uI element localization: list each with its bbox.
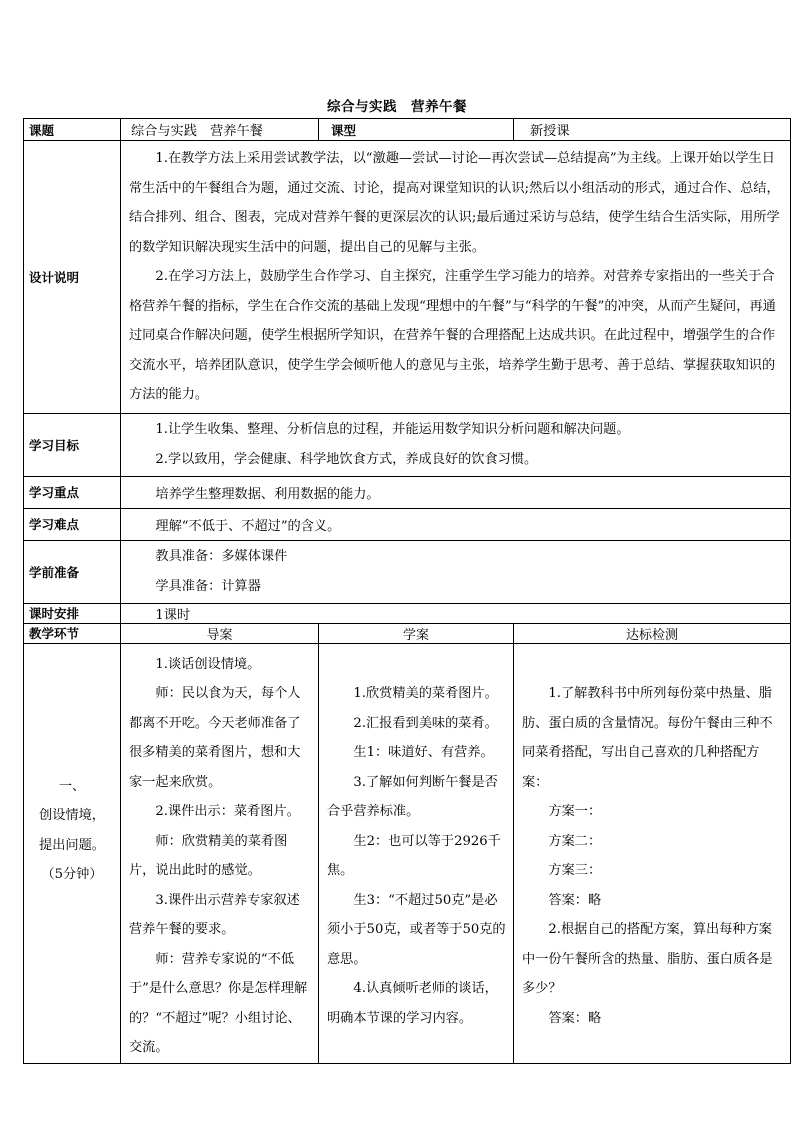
study-cell [319,643,514,1063]
stage-name-2: 提出问题。 [39,837,105,853]
guide-cell [121,643,319,1063]
check-item: 方案一： [548,804,602,819]
schedule-row [24,603,791,623]
column-header-row [24,623,791,643]
column-study: 学案 [319,623,514,643]
prep-row [24,540,791,603]
topic-label: 课题 [24,119,121,141]
document-title: 综合与实践 营养午餐 [327,99,467,115]
teacher-prep: 教具准备：多媒体课件 [155,549,288,564]
goals-content [121,413,791,476]
key-row [24,476,791,508]
goals-label: 学习目标 [24,413,121,476]
difficulty-label: 学习难点 [24,508,121,540]
study-item: 1.欣赏精美的菜肴图片。 [353,686,498,701]
schedule-label: 课时安排 [24,603,121,623]
student-prep: 学具准备：计算器 [155,578,261,594]
check-item: 1.了解教科书中所列每份菜中热量、脂肪、蛋白质的含量情况。每份午餐由三种不同菜肴搭配，写出自己喜欢的几种搭配方案： [522,686,773,790]
difficulty-value: 理解“不低于、不超过”的含义。 [155,518,341,534]
column-guide: 导案 [121,623,319,643]
stage-number: 一、 [58,778,86,794]
guide-item: 师：民以食为天，每个人都离不开吃。今天老师准备了很多精美的菜肴图片，想和大家一起来欣赏。 [129,686,301,790]
guide-item: 1.谈话创设情境。 [155,656,261,672]
schedule-value: 1课时 [155,607,191,623]
design-paragraph-1: 1.在教学方法上采用尝试教学法，以“激趣—尝试—讨论—再次尝试—总结提高”为主线。上课开始以学生日常生活中的午餐组合为题，通过交流、讨论，提高对课堂知识的认识;然后以小组活动的形式，通过合作、总结，结合排列、组合、图表，完成对营养午餐的更深层次的认识;最后通过采访与总结，使学生结合生活实际，用所学的数学知识解决现实生活中的问题，提出自己的见解与主张。 [129,151,780,255]
key-value: 培养学生整理数据、利用数据的能力。 [155,486,380,502]
study-item: 3.了解如何判断午餐是否合乎营养标准。 [327,774,498,819]
check-item: 答案：略 [548,1010,602,1026]
stage-row [24,643,791,1063]
check-cell [514,643,791,1063]
check-item: 方案二： [548,833,602,849]
prep-label: 学前准备 [24,540,121,603]
topic-value: 综合与实践 营养午餐 [121,119,319,141]
lesson-type-label: 课型 [319,119,514,141]
stage-cell [24,643,121,1063]
column-check: 达标检测 [514,623,791,643]
check-item: 答案：略 [548,892,602,908]
goals-row [24,413,791,476]
design-row [24,141,791,414]
study-item: 生3：“不超过50克”是必须小于50克，或者等于50克的意思。 [327,892,506,967]
guide-item: 2.课件出示：菜肴图片。 [155,804,300,819]
lesson-type-value: 新授课 [514,119,791,141]
topic-row [24,119,791,141]
lesson-plan-table [23,118,791,1064]
goal-item-1: 1.让学生收集、整理、分析信息的过程，并能运用数学知识分析问题和解决问题。 [155,422,630,437]
study-item: 2.汇报看到美味的菜肴。 [353,715,498,731]
check-item: 2.根据自己的搭配方案，算出每种方案中一份午餐所含的热量、脂肪、蛋白质各是多少？ [522,922,773,996]
study-item: 4.认真倾听老师的谈话，明确本节课的学习内容。 [327,981,498,1026]
column-stage: 教学环节 [24,623,121,643]
design-paragraph-2: 2.在学习方法上，鼓励学生合作学习、自主探究，注重学生学习能力的培养。对营养专家指出的一些关于合格营养午餐的指标，学生在合作交流的基础上发现“理想中的午餐”与“科学的午餐”的冲突，从而产生疑问，再通过同桌合作解决问题，使学生根据所学知识，在营养午餐的合理搭配上达成共识。在此过程中，增强学生的合作交流水平，培养团队意识，使学生学会倾听他人的意见与主张，培养学生勤于思考、善于总结、掌握获取知识的方法的能力。 [129,269,776,402]
stage-duration: （5分钟） [41,867,103,882]
check-item: 方案三： [548,863,602,878]
stage-name-1: 创设情境， [39,808,105,823]
study-item: 生1：味道好、有营养。 [353,745,494,760]
study-item: 生2：也可以等于2926千焦。 [327,833,501,878]
goal-item-2: 2.学以致用，学会健康、科学地饮食方式，养成良好的饮食习惯。 [155,451,538,467]
key-label: 学习重点 [24,476,121,508]
difficulty-row [24,508,791,540]
design-content [121,141,791,414]
guide-item: 师：欣赏精美的菜肴图片，说出此时的感觉。 [129,833,288,878]
guide-item: 3.课件出示营养专家叙述营养午餐的要求。 [129,892,300,937]
design-label: 设计说明 [24,141,121,414]
guide-item: 师：营养专家说的“不低于”是什么意思？你是怎样理解的？“不超过”呢？小组讨论、交流。 [129,951,308,1055]
